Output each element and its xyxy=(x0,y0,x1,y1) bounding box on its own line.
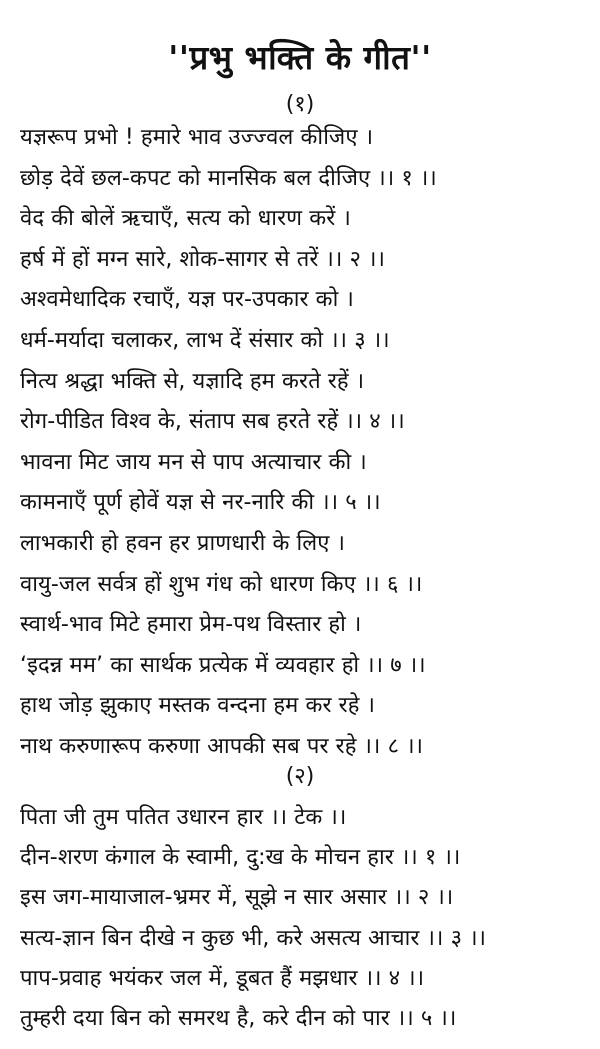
page-title: ''प्रभु भक्ति के गीत'' xyxy=(168,38,432,77)
verse-line: वेद की बोलें ऋचाएँ, सत्य को धारण करें । xyxy=(20,206,351,232)
song-1-verses xyxy=(20,118,590,768)
verse-line: नाथ करुणारूप करुणा आपकी सब पर रहे ।। ८ ।। xyxy=(20,733,424,759)
verse-line: दीन-शरण कंगाल के स्वामी, दु:ख के मोचन हार ।। १ ।। xyxy=(20,845,461,871)
verse-line: धर्म-मर्यादा चलाकर, लाभ दें संसार को ।। ३ ।। xyxy=(20,327,390,353)
verse-line: कामनाएँ पूर्ण होवें यज्ञ से नर-नारि की ।। ५ ।। xyxy=(20,490,381,516)
song-2-verses xyxy=(20,798,590,1039)
verse-line: लाभकारी हो हवन हर प्राणधारी के लिए । xyxy=(20,530,346,556)
verse-line: छोड़ देवें छल-कपट को मानसिक बल दीजिए ।। १ ।। xyxy=(20,165,437,191)
verse-line: हर्ष में हों मग्न सारे, शोक-सागर से तरें ।। २ ।। xyxy=(20,246,386,272)
verse-line: यज्ञरूप प्रभो ! हमारे भाव उज्ज्वल कीजिए । xyxy=(20,125,374,150)
verse-line: पाप-प्रवाह भयंकर जल में, डूबत हैं मझधार ।। ४ ।। xyxy=(20,965,425,991)
verse-line: नित्य श्रद्धा भक्ति से, यज्ञादि हम करते रहें । xyxy=(20,368,365,394)
verse-line: इस जग-मायाजाल-भ्रमर में, सूझे न सार असार ।। २ ।। xyxy=(20,885,454,911)
verse-line: स्वार्थ-भाव मिटे हमारा प्रेम-पथ विस्तार हो । xyxy=(20,612,362,638)
verse-line: पिता जी तुम पतित उधारन हार ।। टेक ।। xyxy=(20,805,347,830)
verse-line: हाथ जोड़ झुकाए मस्तक वन्दना हम कर रहे । xyxy=(20,693,376,719)
verse-line: तुम्हरी दया बिन को समरथ है, करे दीन को पार ।। ५ ।। xyxy=(20,1006,457,1032)
section-number-2: (२) xyxy=(285,764,315,789)
verse-line: सत्य-ज्ञान बिन दीखे न कुछ भी, करे असत्य आचार ।। ३ ।। xyxy=(20,925,487,951)
verse-line: ‘इदन्न मम’ का सार्थक प्रत्येक में व्यवहार हो ।। ७ ।। xyxy=(20,652,426,678)
verse-line: रोग-पीडित विश्व के, संताप सब हरते रहें ।। ४ ।। xyxy=(20,409,405,435)
section-number-1: (१) xyxy=(285,92,315,117)
verse-line: अश्वमेधादिक रचाएँ, यज्ञ पर-उपकार को । xyxy=(20,287,354,313)
verse-line: वायु-जल सर्वत्र हों शुभ गंध को धारण किए ।। ६ ।। xyxy=(20,571,423,597)
verse-line: भावना मिट जाय मन से पाप अत्याचार की । xyxy=(20,449,367,475)
